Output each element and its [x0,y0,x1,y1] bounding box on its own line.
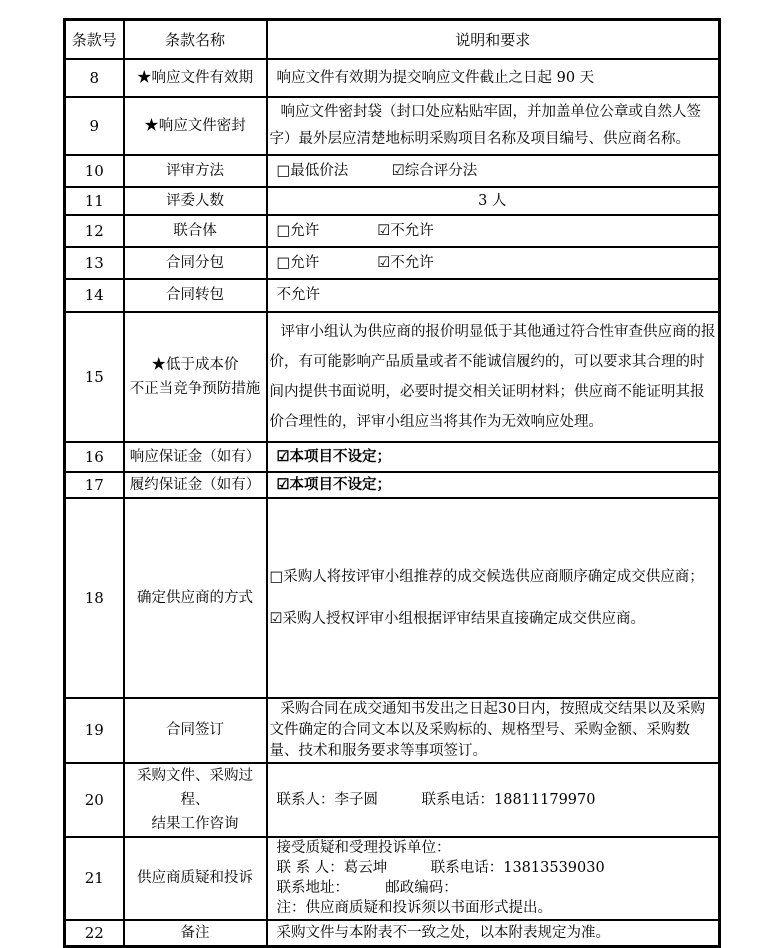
table-row [65,59,720,97]
clause-name-line: 确定供应商的方式 [137,589,253,606]
clause-no-cell: 9 [65,97,124,155]
clause-desc-line: □最低价法 ☑综合评分法 [276,162,478,179]
table-row [65,97,720,155]
clause-desc-line: 联 系 人：葛云坤 联系电话：13813539030 [276,860,605,876]
clause-name-cell [124,837,267,920]
clause-desc-cell [267,312,720,442]
clause-desc-cell [267,920,720,947]
clause-desc-line: 联系人：李子圆 联系电话：18811179970 [276,791,596,808]
clause-desc-line: □允许 ☑不允许 [276,222,434,239]
terms-table [63,18,721,948]
clause-name-line: 合同分包 [166,254,224,271]
clause-name-line: 评审方法 [166,162,224,179]
clause-no-cell: 10 [65,155,124,187]
clause-name-line: ★响应文件密封 [144,117,246,134]
clause-name-line: 结果工作咨询 [151,815,239,832]
clause-no-cell: 20 [65,763,124,837]
clause-desc-cell [267,442,720,472]
clause-name-line: 供应商质疑和投诉 [137,870,253,886]
clause-desc-cell [267,97,720,155]
clause-name-cell [124,920,267,947]
clause-no-cell: 11 [65,187,124,215]
clause-desc-line: □采购人将按评审小组推荐的成交候选供应商顺序确定成交供应商； [269,568,704,585]
table-row [65,763,720,837]
clause-no-cell: 8 [65,59,124,97]
clause-name-cell [124,279,267,312]
clause-desc-line: 采购合同在成交通知书发出之日起30日内，按照成交结果以及采购文件确定的合同文本以及采购标的、规格型号、采购金额、采购数量、技术和服务要求等事项签订。 [269,700,705,759]
clause-desc-line: 联系地址： 邮政编码： [276,880,458,896]
table-row [65,498,720,698]
clause-no-cell: 18 [65,498,124,698]
column-header-clause-no: 条款号 [65,20,124,59]
clause-desc-line: ☑本项目不设定； [276,475,391,493]
clause-desc-line: ☑本项目不设定； [276,447,391,465]
clause-name-cell [124,215,267,247]
clause-desc-cell [267,155,720,187]
table-row [65,920,720,947]
clause-no-cell: 15 [65,312,124,442]
table-row [65,187,720,215]
clause-desc-cell [267,498,720,698]
table-row [65,279,720,312]
clause-name-cell [124,472,267,498]
clause-desc-line: ☑采购人授权评审小组根据评审结果直接确定成交供应商。 [269,610,645,627]
column-header-clause-name: 条款名称 [124,20,267,59]
clause-name-cell [124,155,267,187]
header-row [65,20,720,59]
table-row [65,155,720,187]
clause-name-line: 采购文件、采购过程、 [137,767,253,808]
clause-name-cell [124,97,267,155]
clause-desc-line: 采购文件与本附表不一致之处，以本附表规定为准。 [276,924,610,941]
clause-desc-cell [267,763,720,837]
clause-name-line: 响应保证金（如有） [129,448,261,465]
clause-name-cell [124,59,267,97]
clause-desc-line: 接受质疑和受理投诉单位： [276,840,451,856]
clause-desc-cell [267,698,720,763]
clause-name-line: 履约保证金（如有） [129,476,261,493]
clause-name-line: ★低于成本价 [151,356,239,373]
clause-name-cell [124,763,267,837]
clause-no-cell: 22 [65,920,124,947]
clause-no-cell: 12 [65,215,124,247]
table-row [65,215,720,247]
clause-desc-cell [267,279,720,312]
clause-name-line: 合同签订 [166,722,224,738]
clause-desc-line: 注：供应商质疑和投诉须以书面形式提出。 [276,900,552,916]
clause-no-cell: 14 [65,279,124,312]
clause-desc-cell [267,59,720,97]
clause-name-cell [124,247,267,279]
clause-desc-line: 响应文件有效期为提交响应文件截止之日起 90 天 [276,69,595,86]
clause-name-line: 不正当竞争预防措施 [129,380,261,397]
column-header-description: 说明和要求 [267,20,720,59]
clause-desc-line: 响应文件密封袋（封口处应粘贴牢固，并加盖单位公章或自然人签字）最外层应清楚地标明采购项目名称及项目编号、供应商名称。 [269,103,701,147]
clause-desc-cell [267,215,720,247]
clause-name-line: 评委人数 [166,192,224,209]
clause-name-line: 联合体 [173,222,217,239]
clause-no-cell: 16 [65,442,124,472]
clause-name-cell [124,498,267,698]
clause-name-cell [124,187,267,215]
clause-desc-cell [267,472,720,498]
clause-desc-line: 评审小组认为供应商的报价明显低于其他通过符合性审查供应商的报价，有可能影响产品质量或者不能诚信履约的，可以要求其合理的时间内提供书面说明，必要时提交相关证明材料；供应商不能证明其报价合理性的，评审小组应当将其作为无效响应处理。 [269,323,716,430]
table-row [65,472,720,498]
clause-desc-line: □允许 ☑不允许 [276,254,434,271]
clause-name-line: ★响应文件有效期 [137,69,253,86]
clause-name-line: 备注 [180,924,210,941]
table-row [65,837,720,920]
clause-desc-line: 不允许 [276,287,320,303]
table-row [65,247,720,279]
table-row [65,698,720,763]
clause-desc-cell [267,837,720,920]
clause-desc-line: 3 人 [478,192,507,209]
clause-no-cell: 21 [65,837,124,920]
clause-name-line: 合同转包 [166,287,224,303]
table-row [65,312,720,442]
table-row [65,442,720,472]
clause-no-cell: 17 [65,472,124,498]
clause-desc-cell [267,187,720,215]
clause-name-cell [124,312,267,442]
clause-no-cell: 13 [65,247,124,279]
clause-desc-cell [267,247,720,279]
clause-name-cell [124,698,267,763]
clause-name-cell [124,442,267,472]
clause-no-cell: 19 [65,698,124,763]
